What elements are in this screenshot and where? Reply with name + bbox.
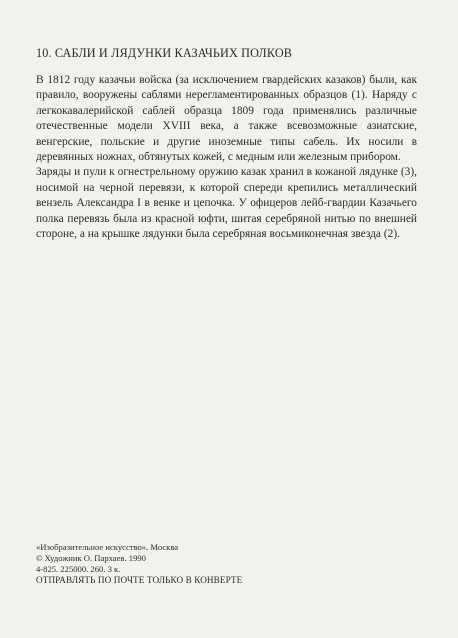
description-text bbox=[36, 73, 417, 242]
copyright-line: © Художник О. Пархаев. 1990 bbox=[36, 552, 146, 563]
heading-number: 10. bbox=[36, 46, 52, 60]
mailing-notice: ОТПРАВЛЯТЬ ПО ПОЧТЕ ТОЛЬКО В КОНВЕРТЕ bbox=[36, 575, 243, 585]
print-code-line: 4-825. 225000. 260. 3 к. bbox=[36, 563, 121, 574]
paragraph-cartridge-pouch: Заряды и пули к огнестрельному оружию казак хранил в кожаной лядунке (3), носимой на черной перевязи, к которой спереди крепились металлический вензель Александра I в венке и цепочка. У офицеров лейб-гвардии Казачьего полка перевязь была из красной юфти, шитая серебряной нитью по внешней стороне, а на крышке лядунки была серебряная восьмиконечная звезда (2). bbox=[36, 166, 417, 241]
heading-text: САБЛИ И ЛЯДУНКИ КАЗАЧЬИХ ПОЛКОВ bbox=[54, 46, 293, 60]
imprint-block bbox=[36, 542, 336, 574]
paragraph-sabers: В 1812 году казачьи войска (за исключением гвардейских казаков) были, как правило, вооружены саблями нерегламентированных образцов (1). Наряду с легкокавалерийской саблей образца 1809 года применялись различные отечественные модели XVIII века, а также всевозможные азиатские, венгерские, польские и другие иноземные типы сабель. Их носили в деревянных ножнах, обтянутых кожей, с медным или железным прибором. bbox=[36, 74, 417, 164]
section-heading bbox=[36, 46, 436, 61]
publisher-line: «Изобразительное искусство». Москва bbox=[36, 542, 179, 552]
